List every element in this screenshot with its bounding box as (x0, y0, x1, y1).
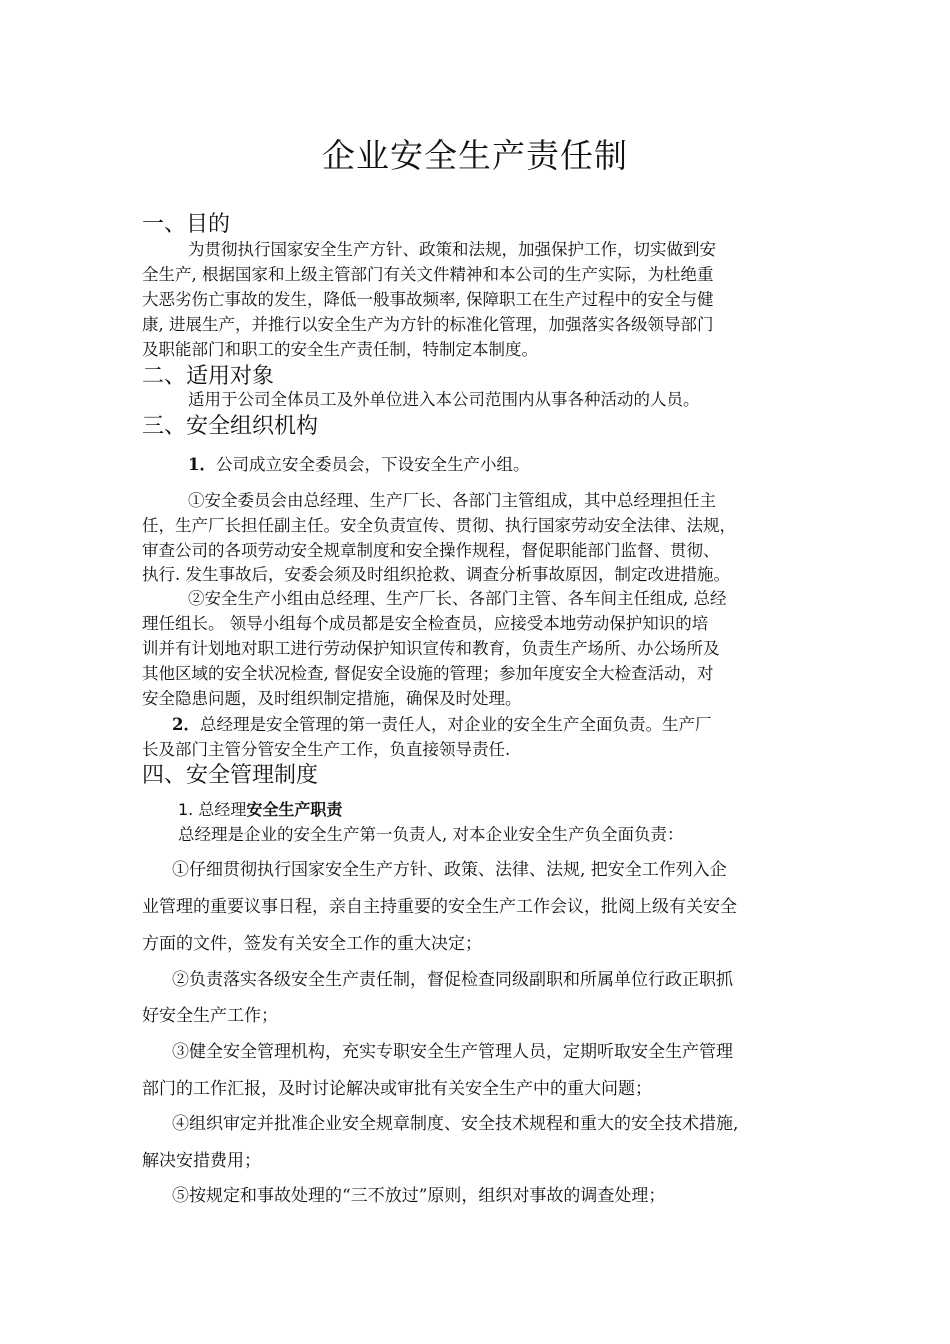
paragraph-line: 好安全生产工作； (142, 1006, 278, 1026)
paragraph-line: 为贯彻执行国家安全生产方针、政策和法规，加强保护工作，切实做到安 (188, 240, 716, 259)
document-title: 企业安全生产责任制 (322, 136, 628, 175)
paragraph-line: 及职能部门和职工的安全生产责任制，特制定本制度。 (142, 340, 538, 359)
paragraph-line: 审查公司的各项劳动安全规章制度和安全操作规程，督促职能部门监督、贯彻、 (142, 541, 720, 560)
list-number: 1． (188, 455, 216, 474)
section-heading-management: 四、安全管理制度 (142, 763, 319, 788)
paragraph-line: 大恶劣伤亡事故的发生，降低一般事故频率, 保障职工在生产过程中的安全与健 (142, 290, 714, 309)
subsection-heading (178, 797, 342, 820)
paragraph-line: 康, 进展生产，并推行以安全生产为方针的标准化管理，加强落实各级领导部门 (142, 315, 714, 334)
paragraph-line: ①仔细贯彻执行国家安全生产方针、政策、法律、法规, 把安全工作列入企 (172, 860, 727, 880)
paragraph-line: ①安全委员会由总经理、生产厂长、各部门主管组成，其中总经理担任主 (188, 491, 716, 510)
section-heading-organization: 三、安全组织机构 (142, 414, 319, 439)
paragraph-line: 训并有计划地对职工进行劳动保护知识宣传和教育，负责生产场所、办公场所及 (142, 639, 720, 658)
paragraph-line: 业管理的重要议事日程，亲自主持重要的安全生产工作会议，批阅上级有关安全 (142, 897, 737, 917)
paragraph-line: ②负责落实各级安全生产责任制，督促检查同级副职和所属单位行政正职抓 (172, 970, 733, 990)
list-item (172, 711, 711, 735)
paragraph-line: 部门的工作汇报，及时讨论解决或审批有关安全生产中的重大问题； (142, 1079, 652, 1099)
paragraph-line: ③健全安全管理机构，充实专职安全生产管理人员，定期听取安全生产管理 (172, 1042, 733, 1062)
paragraph-line: 总经理是企业的安全生产第一负责人, 对本企业安全生产负全面负责： (178, 825, 684, 844)
paragraph-line: 解决安措费用； (142, 1151, 261, 1171)
subsection-title: 安全生产职责 (246, 800, 343, 819)
paragraph-line: 理任组长。 领导小组每个成员都是安全检查员，应接受本地劳动保护知识的培 (142, 614, 709, 633)
paragraph-line: 长及部门主管分管安全生产工作，负直接领导责任. (142, 740, 511, 759)
paragraph-line: 全生产, 根据国家和上级主管部门有关文件精神和本公司的生产实际，为杜绝重 (142, 265, 714, 284)
list-number: 2． (172, 715, 200, 734)
subsection-prefix: 1. 总经理 (178, 800, 247, 819)
paragraph-line: 执行. 发生事故后，安委会须及时组织抢救、调查分析事故原因，制定改进措施。 (142, 565, 730, 584)
paragraph-line: ⑤按规定和事故处理的“三不放过”原则，组织对事故的调查处理； (172, 1186, 666, 1206)
paragraph-line: 适用于公司全体员工及外单位进入本公司范围内从事各种活动的人员。 (188, 390, 700, 409)
paragraph-line: ②安全生产小组由总经理、生产厂长、各部门主管、各车间主任组成, 总经 (188, 589, 727, 608)
paragraph-line: 其他区域的安全状况检查, 督促安全设施的管理；参加年度安全大检查活动，对 (142, 664, 714, 683)
paragraph-line: 任，生产厂长担任副主任。安全负责宣传、贯彻、执行国家劳动安全法律、法规， (142, 516, 736, 535)
section-heading-scope: 二、适用对象 (142, 364, 275, 389)
list-text: 公司成立安全委员会，下设安全生产小组。 (215, 455, 530, 474)
paragraph-line: 方面的文件，签发有关安全工作的重大决定； (142, 934, 482, 954)
paragraph-line: ④组织审定并批准企业安全规章制度、安全技术规程和重大的安全技术措施, (172, 1114, 739, 1134)
section-heading-purpose: 一、目的 (142, 212, 231, 237)
paragraph-line: 安全隐患问题，及时组织制定措施，确保及时处理。 (142, 689, 522, 708)
list-text: 总经理是安全管理的第一责任人，对企业的安全生产全面负责。生产厂 (199, 715, 712, 734)
list-item (188, 451, 529, 475)
